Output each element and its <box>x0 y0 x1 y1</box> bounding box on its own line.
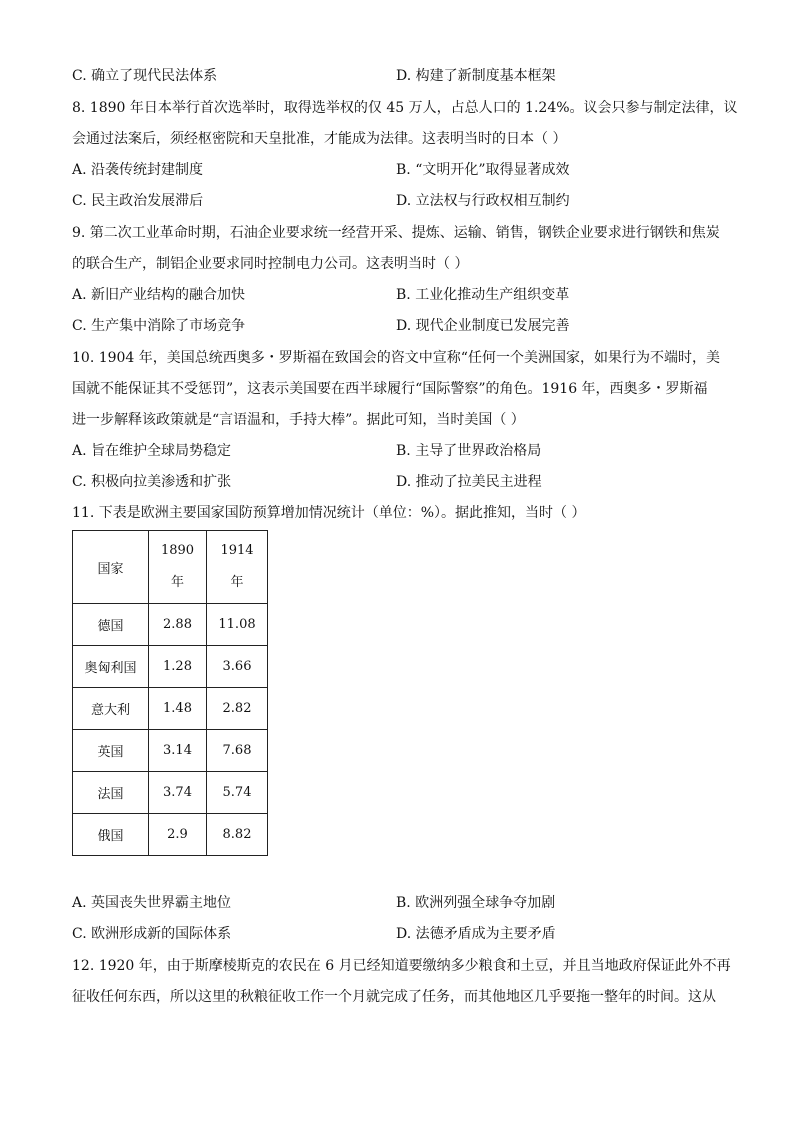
q11-option-d: D. 法德矛盾成为主要矛盾 <box>396 926 556 942</box>
q11-stem-line1: 11. 下表是欧洲主要国家国防预算增加情况统计（单位：%）。据此推知，当时（ ） <box>72 505 586 521</box>
cell-1890: 1.28 <box>149 646 207 688</box>
q10-option-a: A. 旨在维护全球局势稳定 <box>72 443 232 459</box>
table-row <box>73 814 268 856</box>
cell-1890: 2.88 <box>149 604 207 646</box>
header-1890-year: 1890 <box>160 543 195 558</box>
q9-stem-line1: 9. 第二次工业革命时期，石油企业要求统一经营开采、提炼、运输、销售，钢铁企业要求进行钢铁和焦炭 <box>72 225 720 241</box>
q12-stem-line2: 征收任何东西，所以这里的秋粮征收工作一个月就完成了任务，而其他地区几乎要拖一整年的时间。这从 <box>72 989 716 1005</box>
q11-option-b: B. 欧洲列强全球争夺加剧 <box>396 895 556 911</box>
cell-country: 意大利 <box>73 688 149 730</box>
q10-stem-line2: 国就不能保证其不受惩罚”，这表示美国要在西半球履行“国际警察”的角色。1916 年，西奥多・罗斯福 <box>72 381 708 397</box>
header-1890-suffix: 年 <box>170 575 184 590</box>
q9-option-b: B. 工业化推动生产组织变革 <box>396 287 570 303</box>
table-row <box>73 772 268 814</box>
cell-1890: 2.9 <box>149 814 207 856</box>
cell-country: 俄国 <box>73 814 149 856</box>
cell-country: 法国 <box>73 772 149 814</box>
defense-budget-table <box>72 530 268 856</box>
q12-stem-line1: 12. 1920 年，由于斯摩棱斯克的农民在 6 月已经知道要缴纳多少粮食和土豆，并且当地政府保证此外不再 <box>72 958 731 974</box>
cell-country: 英国 <box>73 730 149 772</box>
cell-1914: 11.08 <box>207 604 268 646</box>
table-row <box>73 730 268 772</box>
cell-1914: 7.68 <box>207 730 268 772</box>
cell-country: 德国 <box>73 604 149 646</box>
q10-stem-line3: 进一步解释该政策就是“言语温和，手持大棒”。据此可知，当时美国（ ） <box>72 412 525 428</box>
table-row <box>73 646 268 688</box>
header-country: 国家 <box>73 531 149 604</box>
table-header-row <box>73 531 268 604</box>
q10-option-b: B. 主导了世界政治格局 <box>396 443 542 459</box>
cell-1914: 2.82 <box>207 688 268 730</box>
table-row <box>73 688 268 730</box>
q8-option-b: B. “文明开化”取得显著成效 <box>396 162 570 178</box>
cell-country: 奥匈利国 <box>73 646 149 688</box>
q7-option-d: D. 构建了新制度基本框架 <box>396 68 556 84</box>
q11-option-a: A. 英国丧失世界霸主地位 <box>72 895 232 911</box>
q10-stem-line1: 10. 1904 年，美国总统西奥多・罗斯福在致国会的咨文中宣称“任何一个美洲国家，如果行为不端时，美 <box>72 350 720 366</box>
cell-1914: 5.74 <box>207 772 268 814</box>
q8-option-c: C. 民主政治发展滞后 <box>72 193 204 209</box>
q9-option-a: A. 新旧产业结构的融合加快 <box>72 287 246 303</box>
q9-option-c: C. 生产集中消除了市场竞争 <box>72 318 246 334</box>
q9-stem-line2: 的联合生产，制铝企业要求同时控制电力公司。这表明当时（ ） <box>72 256 469 272</box>
header-1914-year: 1914 <box>220 543 254 558</box>
table-row <box>73 604 268 646</box>
q7-option-c: C. 确立了现代民法体系 <box>72 68 218 84</box>
q8-option-a: A. 沿袭传统封建制度 <box>72 162 204 178</box>
cell-1914: 3.66 <box>207 646 268 688</box>
q8-stem-line1: 8. 1890 年日本举行首次选举时，取得选举权的仅 45 万人，占总人口的 1.24%。议会只参与制定法律，议 <box>72 100 738 116</box>
cell-1914: 8.82 <box>207 814 268 856</box>
header-1914-suffix: 年 <box>230 575 244 590</box>
cell-1890: 1.48 <box>149 688 207 730</box>
cell-1890: 3.74 <box>149 772 207 814</box>
cell-1890: 3.14 <box>149 730 207 772</box>
header-1914 <box>207 531 268 604</box>
q10-option-c: C. 积极向拉美渗透和扩张 <box>72 474 232 490</box>
q9-option-d: D. 现代企业制度已发展完善 <box>396 318 570 334</box>
q10-option-d: D. 推动了拉美民主进程 <box>396 474 542 490</box>
q8-option-d: D. 立法权与行政权相互制约 <box>396 193 570 209</box>
q8-stem-line2: 会通过法案后，须经枢密院和天皇批准，才能成为法律。这表明当时的日本（ ） <box>72 131 567 147</box>
header-1890 <box>149 531 207 604</box>
q11-option-c: C. 欧洲形成新的国际体系 <box>72 926 232 942</box>
